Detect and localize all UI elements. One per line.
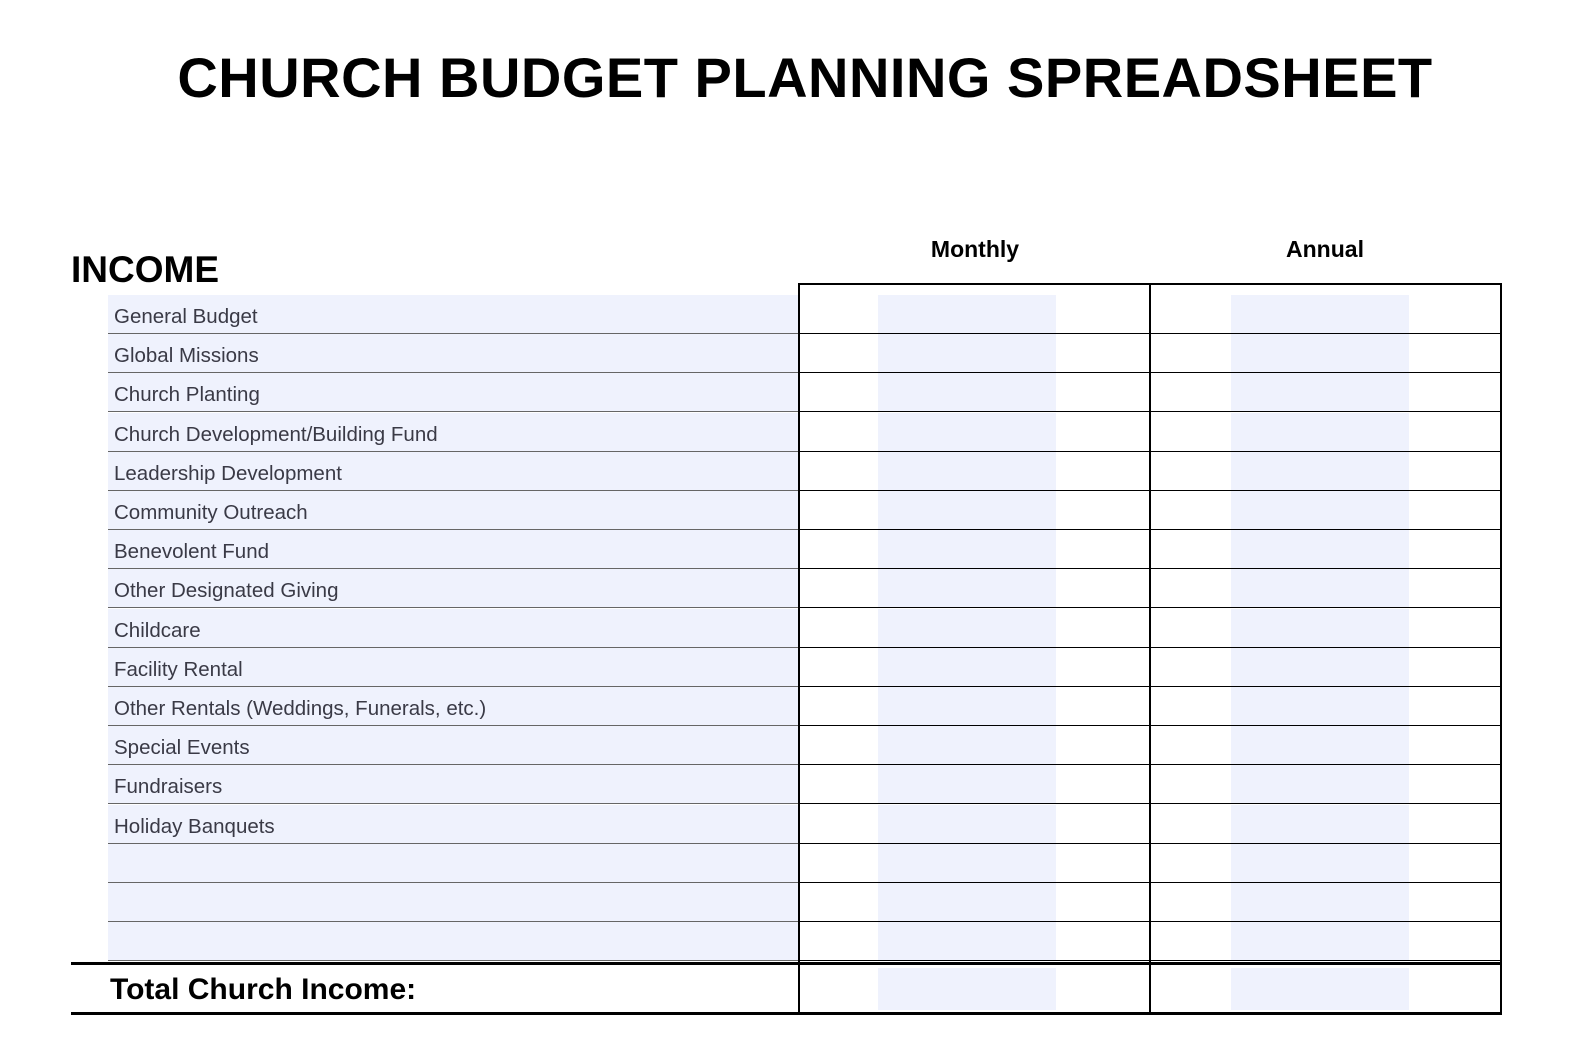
income-row-label: Holiday Banquets (114, 815, 275, 838)
annual-left-rule (1149, 283, 1151, 1015)
monthly-cell (798, 648, 1150, 687)
monthly-cell (798, 883, 1150, 922)
annual-amount-field[interactable] (1231, 491, 1409, 529)
annual-amount-field[interactable] (1231, 452, 1409, 490)
income-row-label-cell[interactable] (108, 334, 798, 373)
monthly-cell (798, 844, 1150, 883)
income-row-label: General Budget (114, 305, 258, 328)
annual-column-header: Annual (1286, 236, 1364, 262)
monthly-cell (798, 413, 1150, 452)
total-annual-field[interactable] (1231, 968, 1409, 1010)
monthly-amount-field[interactable] (878, 726, 1056, 764)
annual-amount-field[interactable] (1231, 765, 1409, 803)
total-income-label: Total Church Income: (110, 973, 417, 1006)
monthly-amount-field[interactable] (878, 765, 1056, 803)
monthly-amount-field[interactable] (878, 413, 1056, 451)
monthly-cell (798, 805, 1150, 844)
annual-amount-field[interactable] (1231, 726, 1409, 764)
monthly-amount-field[interactable] (878, 530, 1056, 568)
income-row-label-cell[interactable] (108, 413, 798, 452)
annual-cell (1150, 530, 1501, 569)
income-row-label: Fundraisers (114, 775, 223, 798)
total-monthly-field[interactable] (878, 968, 1056, 1010)
total-bottom-rule (71, 1012, 1502, 1015)
income-row-label: Other Designated Giving (114, 579, 339, 602)
monthly-amount-field[interactable] (878, 569, 1056, 607)
monthly-cell (798, 334, 1150, 373)
monthly-amount-field[interactable] (878, 609, 1056, 647)
income-row-label-cell[interactable] (108, 805, 798, 844)
income-row-label: Church Development/Building Fund (114, 423, 438, 446)
income-row-label-cell[interactable] (108, 922, 798, 961)
annual-amount-field[interactable] (1231, 334, 1409, 372)
annual-cell (1150, 883, 1501, 922)
table-right-rule (1500, 283, 1502, 1015)
annual-cell (1150, 765, 1501, 804)
income-row-label: Childcare (114, 619, 201, 642)
annual-amount-field[interactable] (1231, 569, 1409, 607)
monthly-amount-field[interactable] (878, 491, 1056, 529)
annual-cell (1150, 844, 1501, 883)
annual-amount-field[interactable] (1231, 413, 1409, 451)
monthly-amount-field[interactable] (878, 922, 1056, 960)
annual-cell (1150, 726, 1501, 765)
annual-cell (1150, 295, 1501, 334)
income-row-label-cell[interactable] (108, 373, 798, 412)
total-top-rule (71, 962, 1502, 965)
monthly-amount-field[interactable] (878, 844, 1056, 882)
annual-cell (1150, 452, 1501, 491)
monthly-cell (798, 530, 1150, 569)
monthly-cell (798, 687, 1150, 726)
income-row-label: Benevolent Fund (114, 540, 270, 563)
income-row-label-cell[interactable] (108, 765, 798, 804)
page-title: CHURCH BUDGET PLANNING SPREADSHEET (177, 46, 1433, 109)
annual-cell (1150, 609, 1501, 648)
annual-amount-field[interactable] (1231, 648, 1409, 686)
income-row-label-cell[interactable] (108, 883, 798, 922)
monthly-cell (798, 765, 1150, 804)
annual-amount-field[interactable] (1231, 922, 1409, 960)
monthly-amount-field[interactable] (878, 883, 1056, 921)
monthly-amount-field[interactable] (878, 373, 1056, 411)
income-row-label-cell[interactable] (108, 491, 798, 530)
monthly-cell (798, 491, 1150, 530)
monthly-column-header: Monthly (930, 236, 1020, 262)
income-row-label-cell[interactable] (108, 452, 798, 491)
monthly-amount-field[interactable] (878, 334, 1056, 372)
annual-cell (1150, 373, 1501, 412)
annual-cell (1150, 648, 1501, 687)
annual-amount-field[interactable] (1231, 883, 1409, 921)
monthly-cell (798, 569, 1150, 608)
annual-amount-field[interactable] (1231, 530, 1409, 568)
monthly-amount-field[interactable] (878, 648, 1056, 686)
annual-cell (1150, 805, 1501, 844)
income-row-label: Other Rentals (Weddings, Funerals, etc.) (114, 697, 487, 720)
income-row-label-cell[interactable] (108, 726, 798, 765)
monthly-cell (798, 609, 1150, 648)
annual-cell (1150, 491, 1501, 530)
monthly-amount-field[interactable] (878, 687, 1056, 725)
monthly-cell (798, 373, 1150, 412)
income-row-label-cell[interactable] (108, 844, 798, 883)
income-row-label-cell[interactable] (108, 295, 798, 334)
monthly-cell (798, 922, 1150, 961)
annual-cell (1150, 569, 1501, 608)
income-row-label-cell[interactable] (108, 609, 798, 648)
income-row-label: Global Missions (114, 344, 259, 367)
income-row-label: Church Planting (114, 383, 260, 406)
monthly-cell (798, 452, 1150, 491)
annual-amount-field[interactable] (1231, 609, 1409, 647)
annual-cell (1150, 687, 1501, 726)
income-row-label-cell[interactable] (108, 687, 798, 726)
monthly-left-rule (798, 283, 800, 1015)
monthly-amount-field[interactable] (878, 452, 1056, 490)
monthly-amount-field[interactable] (878, 805, 1056, 843)
annual-amount-field[interactable] (1231, 805, 1409, 843)
annual-amount-field[interactable] (1231, 687, 1409, 725)
annual-amount-field[interactable] (1231, 844, 1409, 882)
income-row-label: Community Outreach (114, 501, 308, 524)
monthly-cell (798, 295, 1150, 334)
income-row-label-cell[interactable] (108, 569, 798, 608)
monthly-cell (798, 726, 1150, 765)
income-row-label-cell[interactable] (108, 648, 798, 687)
income-row-label: Special Events (114, 736, 250, 759)
annual-amount-field[interactable] (1231, 295, 1409, 333)
income-row-label: Leadership Development (114, 462, 342, 485)
income-heading: INCOME (71, 249, 219, 290)
annual-cell (1150, 413, 1501, 452)
income-row-label: Facility Rental (114, 658, 243, 681)
income-row-label-cell[interactable] (108, 530, 798, 569)
monthly-amount-field[interactable] (878, 295, 1056, 333)
annual-cell (1150, 334, 1501, 373)
annual-cell (1150, 922, 1501, 961)
annual-amount-field[interactable] (1231, 373, 1409, 411)
